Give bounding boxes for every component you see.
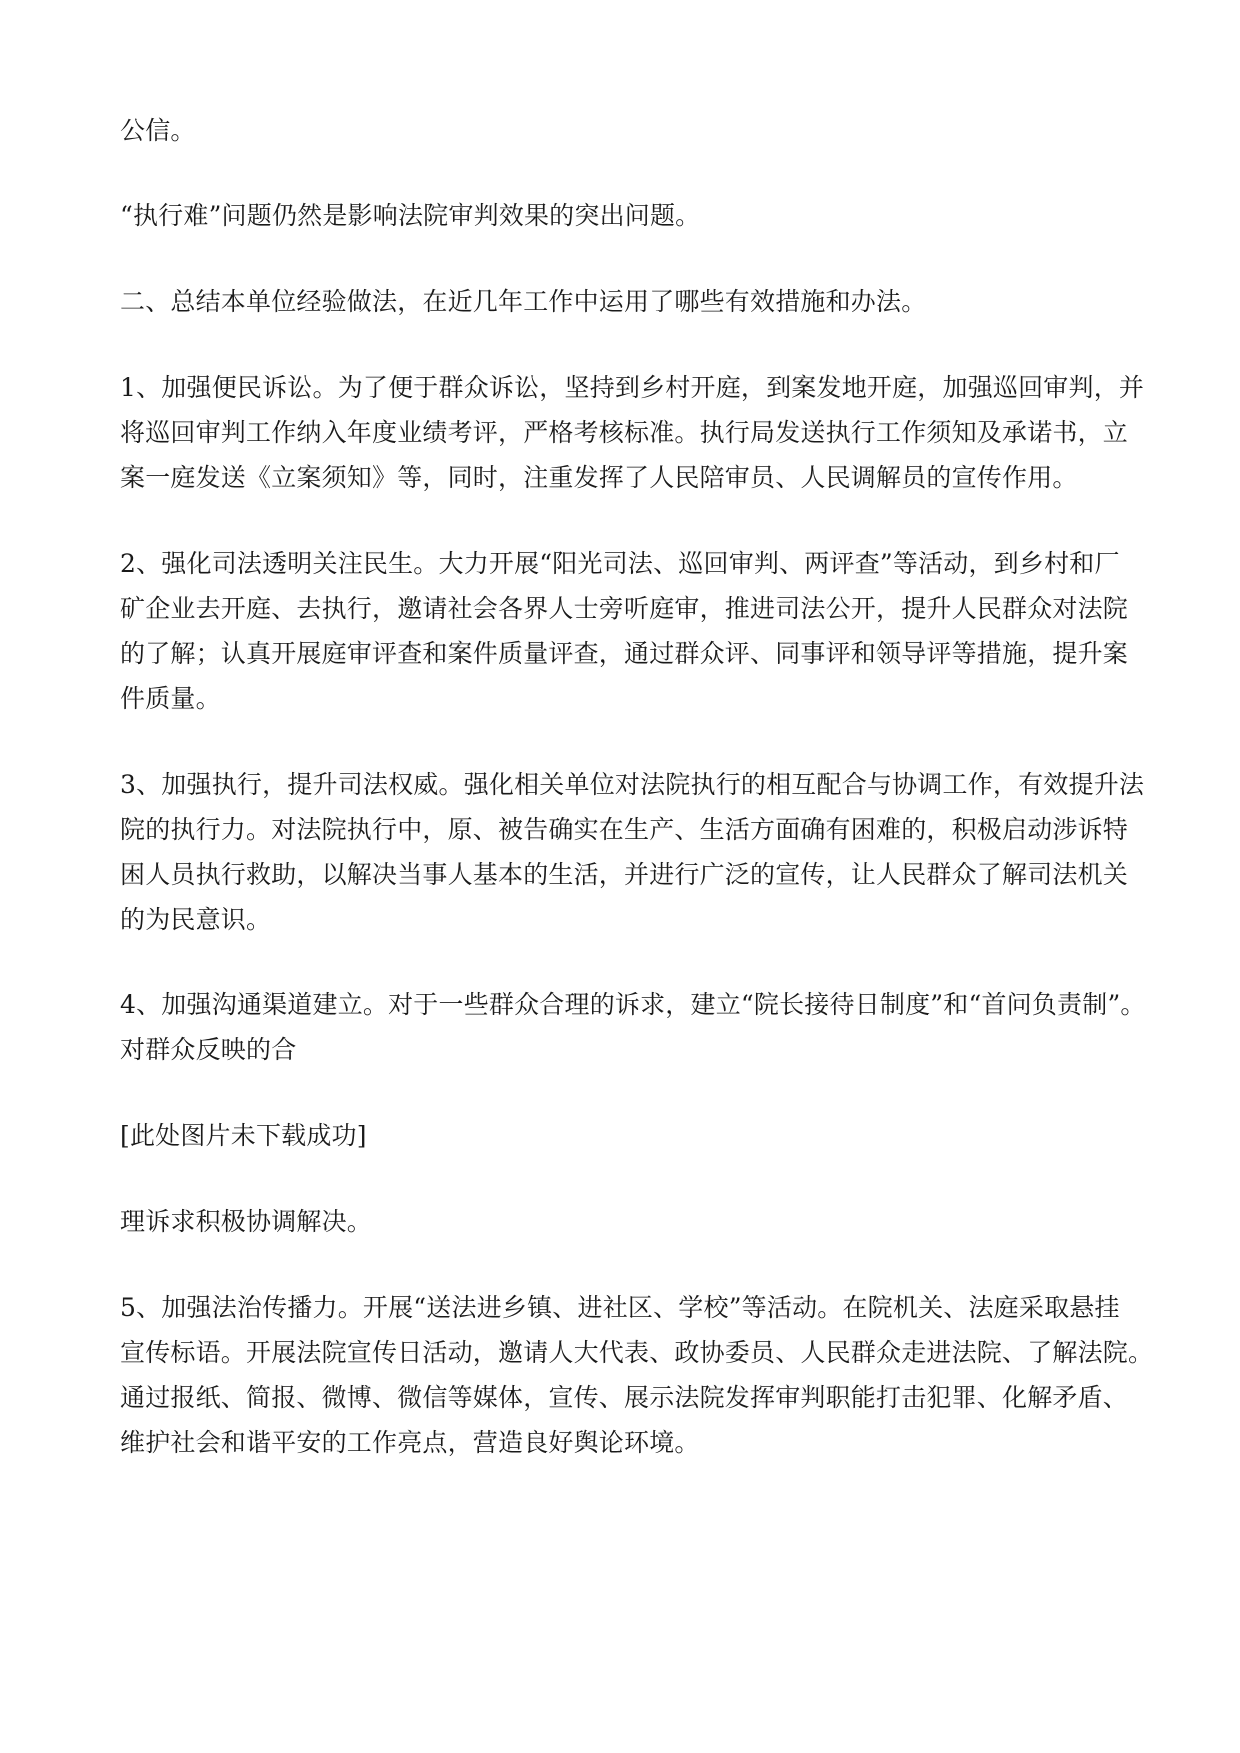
text-line: 对群众反映的合 (120, 1035, 297, 1064)
text-line: 4、加强沟通渠道建立。对于一些群众合理的诉求，建立“院长接待日制度”和“首问负责制”。 (120, 990, 1146, 1019)
text-line: 将巡回审判工作纳入年度业绩考评，严格考核标准。执行局发送执行工作须知及承诺书，立 (120, 418, 1129, 447)
text-line: 维护社会和谐平安的工作亮点，营造良好舆论环境。 (120, 1428, 700, 1457)
image-placeholder-text: [此处图片未下载成功] (120, 1121, 367, 1150)
text-line: 的了解；认真开展庭审评查和案件质量评查，通过群众评、同事评和领导评等措施，提升案 (120, 639, 1129, 668)
text-line: “执行难”问题仍然是影响法院审判效果的突出问题。 (120, 201, 701, 230)
text-line: 公信。 (120, 116, 196, 145)
text-line: 5、加强法治传播力。开展“送法进乡镇、进社区、学校”等活动。在院机关、法庭采取悬挂 (120, 1293, 1120, 1322)
text-line: 二、总结本单位经验做法，在近几年工作中运用了哪些有效措施和办法。 (120, 287, 927, 316)
text-line: 困人员执行救助，以解决当事人基本的生活，并进行广泛的宣传，让人民群众了解司法机关 (120, 860, 1129, 889)
text-line: 通过报纸、简报、微博、微信等媒体，宣传、展示法院发挥审判职能打击犯罪、化解矛盾、 (120, 1383, 1129, 1412)
text-line: 2、强化司法透明关注民生。大力开展“阳光司法、巡回审判、两评查”等活动，到乡村和厂 (120, 549, 1120, 578)
text-line: 1、加强便民诉讼。为了便于群众诉讼，坚持到乡村开庭，到案发地开庭，加强巡回审判，并 (120, 373, 1145, 402)
text-line: 矿企业去开庭、去执行，邀请社会各界人士旁听庭审，推进司法公开，提升人民群众对法院 (120, 594, 1129, 623)
text-line: 宣传标语。开展法院宣传日活动，邀请人大代表、政协委员、人民群众走进法院、了解法院。 (120, 1338, 1154, 1367)
text-line: 3、加强执行，提升司法权威。强化相关单位对法院执行的相互配合与协调工作，有效提升法 (120, 770, 1145, 799)
text-line: 的为民意识。 (120, 905, 272, 934)
text-line: 理诉求积极协调解决。 (120, 1207, 373, 1236)
text-line: 案一庭发送《立案须知》等，同时，注重发挥了人民陪审员、人民调解员的宣传作用。 (120, 463, 1078, 492)
text-line: 件质量。 (120, 684, 221, 713)
text-line: 院的执行力。对法院执行中，原、被告确实在生产、生活方面确有困难的，积极启动涉诉特 (120, 815, 1129, 844)
